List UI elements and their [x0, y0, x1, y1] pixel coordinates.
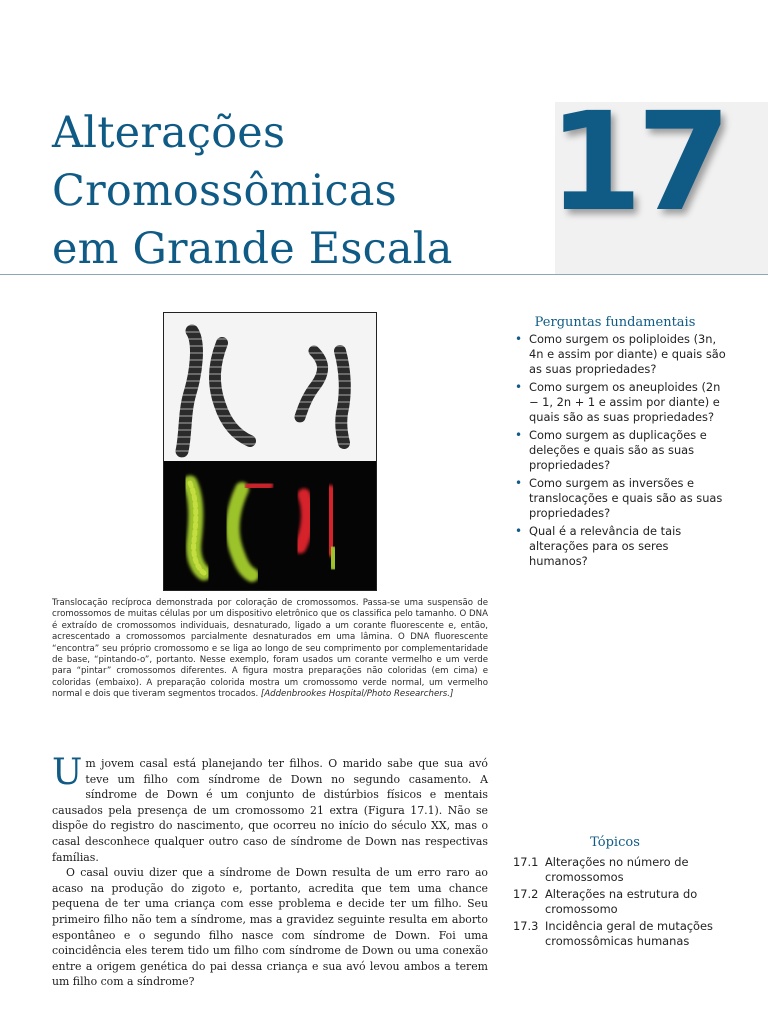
intro-paragraph — [52, 752, 488, 865]
question-item — [512, 428, 729, 473]
uncolored-preparation-image — [164, 313, 376, 461]
question-text: Qual é a relevância de tais alterações para os seres humanos? — [529, 524, 682, 568]
topic-number: 17.3 — [513, 919, 539, 933]
intro-paragraph-text: m jovem casal está planejando ter filhos. O marido sabe que sua avó teve um filho com síndrome de Down no segundo casamento. A síndrome de Down é um conjunto de distúrbios físicos e mentais causados pela presença de um cromossomo 21 extra (Figura 17.1). Não se dispõe do registro do nascimento, que ocorreu no início do século XX, mas o casal desconhece qualquer outro caso de síndrome de Down nas respectivas famílias. — [52, 757, 488, 864]
topic-text: Alterações na estrutura do cromossomo — [545, 887, 698, 916]
topic-item — [512, 855, 735, 885]
question-item — [512, 476, 729, 521]
topics-heading: Tópicos — [590, 835, 640, 850]
topic-number: 17.2 — [513, 887, 539, 901]
colored-chromosomes — [164, 461, 376, 590]
question-text: Como surgem as inversões e translocações e quais são as suas propriedades? — [529, 476, 723, 520]
chapter-title — [52, 104, 522, 278]
topic-item — [512, 919, 735, 949]
question-text: Como surgem as duplicações e deleções e quais são as suas propriedades? — [529, 428, 707, 472]
bullet-icon: • — [515, 476, 523, 490]
question-item — [512, 332, 729, 377]
uncolored-chromosomes — [164, 313, 376, 461]
question-item — [512, 380, 729, 425]
chapter-intro-text — [52, 752, 488, 990]
bullet-icon: • — [515, 332, 523, 346]
topics-box — [512, 835, 732, 951]
drop-cap: U — [52, 752, 83, 793]
chromosome-figure — [163, 312, 377, 591]
chapter-title-line: Cromossômicas — [52, 166, 397, 216]
topic-text: Alterações no número de cromossomos — [545, 855, 689, 884]
question-item — [512, 524, 729, 569]
chapter-number: 17 — [548, 84, 726, 242]
key-questions-list — [512, 332, 732, 569]
topic-item — [512, 887, 735, 917]
bullet-icon: • — [515, 428, 523, 442]
header-divider — [0, 274, 768, 275]
key-questions-heading: Perguntas fundamentais — [534, 315, 696, 330]
topic-number: 17.1 — [513, 855, 539, 869]
topic-text: Incidência geral de mutações cromossômicas humanas — [545, 919, 713, 948]
bullet-icon: • — [515, 380, 523, 394]
figure-credit: [Addenbrookes Hospital/Photo Researchers.] — [260, 689, 454, 700]
key-questions-box — [512, 315, 732, 572]
figure-caption-text: Translocação recíproca demonstrada por coloração de cromossomos. Passa-se uma suspensão de cromossomos de muitas células por um dispositivo eletrônico que os classifica pelo tamanho. O DNA é extraído de cromossomos individuais, desnaturado, ligado a um corante fluorescente e, então, acrescentado a cromossomos parcialmente desnaturados em uma lâmina. O DNA fluorescente “encontra” seu próprio cromossomo e se liga ao longo de seu comprimento por complementaridade de base, “pintando-o”, portanto. Nesse exemplo, foram usados um corante vermelho e um verde para “pintar” cromossomos diferentes. A figura mostra preparações não coloridas (em cima) e coloridas (embaixo). A preparação colorida mostra um cromossomo verde normal, um vermelho normal e dois que tiveram segmentos trocados. — [52, 598, 488, 700]
question-text: Como surgem os poliploides (3n, 4n e assim por diante) e quais são as suas propriedades? — [529, 332, 726, 376]
chapter-title-line: em Grande Escala — [52, 224, 453, 274]
question-text: Como surgem os aneuploides (2n − 1, 2n + 1 e assim por diante) e quais são as suas propriedades? — [529, 380, 721, 424]
chapter-title-line: Alterações — [52, 108, 286, 158]
body-paragraph: O casal ouviu dizer que a síndrome de Down resulta de um erro raro ao acaso na produção do zigoto e, portanto, acredita que tem uma chance pequena de ter uma criança com esse problema e decide ter um filho. Seu primeiro filho não tem a síndrome, mas a gravidez seguinte resulta em aborto espontâneo e o segundo filho nasce com síndrome de Down. Foi uma coincidência eles terem tido um filho com síndrome de Down ou uma conexão entre a origem genética do pai dessa criança e sua avó levou ambos a terem um filho com a síndrome? — [52, 866, 488, 989]
bullet-icon: • — [515, 524, 523, 538]
colored-preparation-image — [164, 461, 376, 590]
figure-caption — [52, 598, 488, 701]
